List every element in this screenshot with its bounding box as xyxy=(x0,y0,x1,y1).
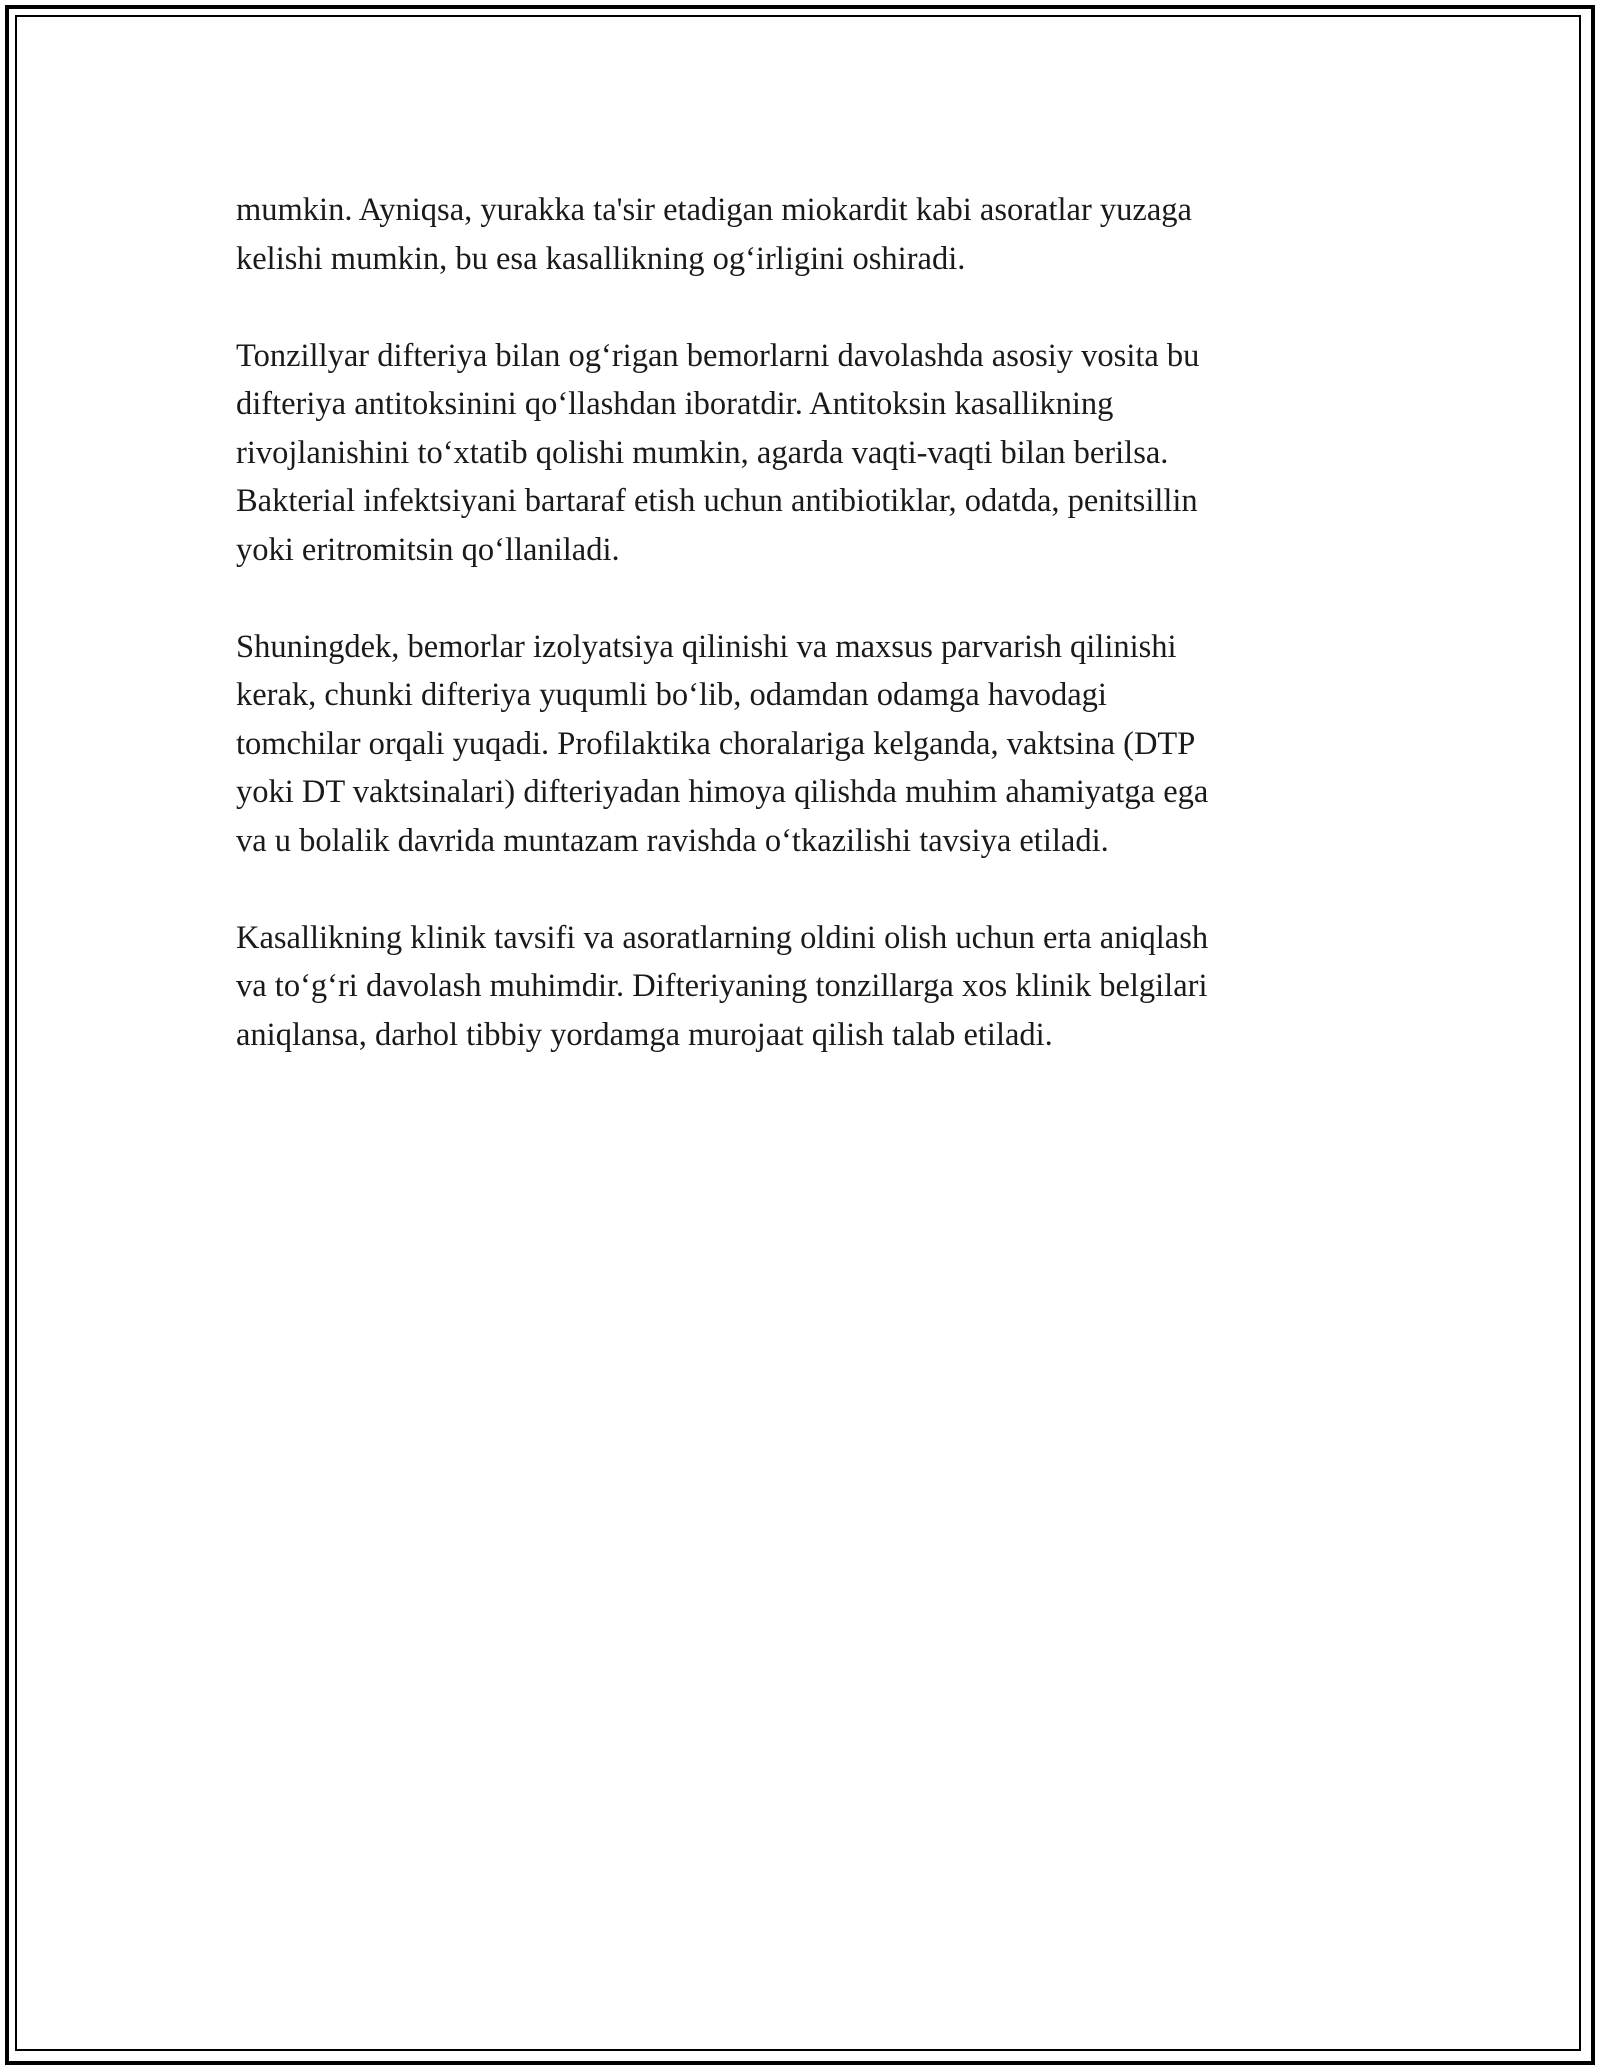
paragraph-early-diagnosis: Kasallikning klinik tavsifi va asoratlarning oldini olish uchun erta aniqlash va to‘g‘ri davolash muhimdir. Difteriyaning tonzillarga xos klinik belgilari aniqlansa, darhol tibbiy yordamga murojaat qilish talab etiladi. xyxy=(236,919,1209,1053)
document-body xyxy=(236,186,1366,1108)
paragraph-isolation-prevention: Shuningdek, bemorlar izolyatsiya qilinishi va maxsus parvarish qilinishi kerak, chunki difteriya yuqumli bo‘lib, odamdan odamga havodagi tomchilar orqali yuqadi. Profilaktika choralariga kelganda, vaktsina (DTP yoki DT vaktsinalari) difteriyadan himoya qilishda muhim ahamiyatga ega va u bolalik davrida muntazam ravishda o‘tkazilishi tavsiya etiladi. xyxy=(236,628,1209,859)
paragraph-complications: mumkin. Ayniqsa, yurakka ta'sir etadigan miokardit kabi asoratlar yuzaga kelishi mumkin, bu esa kasallikning og‘irligini oshiradi. xyxy=(236,192,1192,277)
paragraph-treatment: Tonzillyar difteriya bilan og‘rigan bemorlarni davolashda asosiy vosita bu difteriya antitoksinini qo‘llashdan iboratdir. Antitoksin kasallikning rivojlanishini to‘xtatib qolishi mumkin, agarda vaqti-vaqti bilan berilsa. Bakterial infektsiyani bartaraf etish uchun antibiotiklar, odatda, penitsillin yoki eritromitsin qo‘llaniladi. xyxy=(236,337,1200,568)
